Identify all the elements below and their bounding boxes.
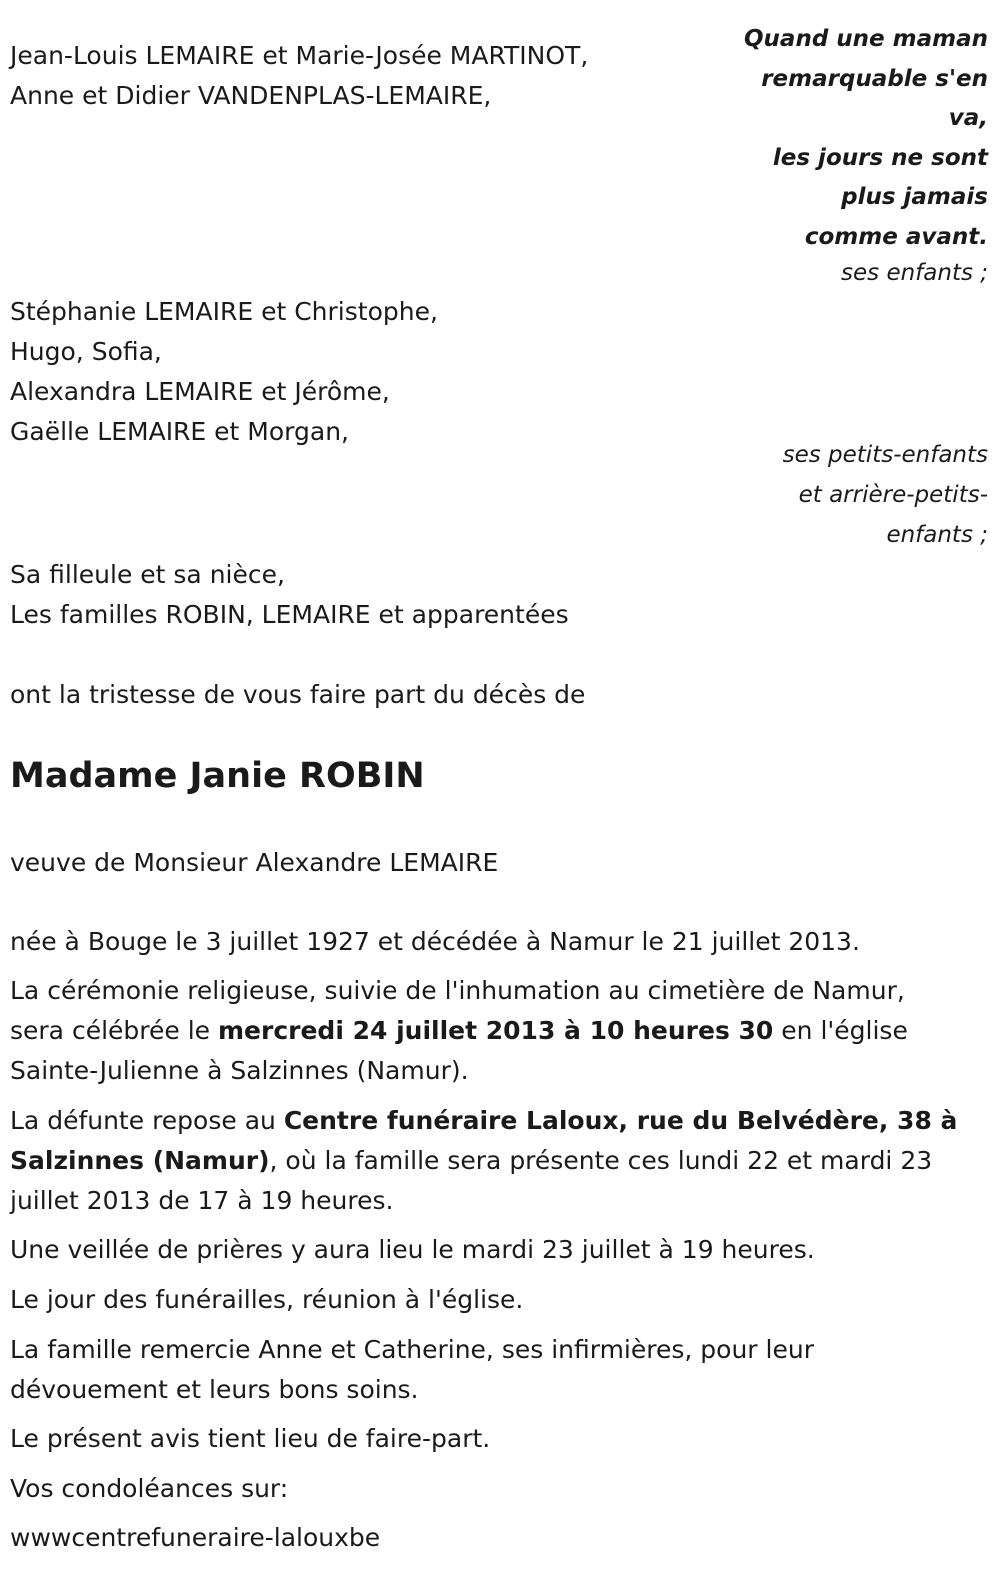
grandchildren-line-4: Gaëlle LEMAIRE et Morgan, (10, 417, 349, 446)
repose-line-3: juillet 2013 de 17 à 19 heures. (10, 1186, 394, 1215)
widow-of: veuve de Monsieur Alexandre LEMAIRE (10, 848, 499, 877)
signature-grandchildren (783, 435, 988, 555)
deceased-name: Madame Janie ROBIN (10, 756, 425, 796)
signature-grandchildren-line-3: enfants ; (886, 522, 988, 548)
family-line-1: Jean-Louis LEMAIRE et Marie-Josée MARTINOT, (10, 41, 589, 70)
thanks-line-2: dévouement et leurs bons soins. (10, 1375, 419, 1404)
notice: Le présent avis tient lieu de faire-part. (10, 1424, 491, 1453)
condolences: Vos condoléances sur: (10, 1474, 289, 1503)
ceremony-text-a: sera célébrée le (10, 1016, 218, 1045)
grandchildren-line-2: Hugo, Sofia, (10, 337, 162, 366)
family-line-2: Anne et Didier VANDENPLAS-LEMAIRE, (10, 81, 492, 110)
vigil: Une veillée de prières y aura lieu le mardi 23 juillet à 19 heures. (10, 1235, 815, 1264)
quote-line-3: va, (948, 105, 988, 131)
quote-line-2: remarquable s'en (761, 65, 988, 92)
born-died: née à Bouge le 3 juillet 1927 et décédée à Namur le 21 juillet 2013. (10, 927, 860, 956)
repose-line-1 (10, 1101, 957, 1141)
signature-grandchildren-line-2: et arrière-petits- (798, 482, 988, 508)
quote-line-1: Quand une maman (744, 26, 988, 52)
thanks-line-1: La famille remercie Anne et Catherine, ses infirmières, pour leur (10, 1335, 814, 1364)
ceremony-line-1: La cérémonie religieuse, suivie de l'inhumation au cimetière de Namur, (10, 976, 905, 1005)
repose-place: Centre funéraire Laloux, rue du Belvédère, 38 à (283, 1106, 958, 1135)
repose-town: Salzinnes (Namur) (10, 1146, 270, 1175)
repose-text-b: , où la famille sera présente ces lundi 22 et mardi 23 (269, 1146, 933, 1175)
grandchildren-line-3: Alexandra LEMAIRE et Jérôme, (10, 377, 390, 406)
ceremony-line-3: Sainte-Julienne à Salzinnes (Namur). (10, 1056, 469, 1085)
quote-line-5: plus jamais (841, 184, 988, 210)
quote-line-4: les jours ne sont (772, 144, 988, 171)
ceremony-line-2 (10, 1011, 908, 1051)
ceremony-text-b: en l'église (773, 1016, 908, 1045)
signature-children: ses enfants ; (841, 260, 988, 286)
repose-text-a: La défunte repose au (10, 1106, 284, 1135)
quote (744, 20, 988, 257)
ceremony-date: mercredi 24 juillet 2013 à 10 heures 30 (217, 1016, 774, 1045)
grandchildren-line-1: Stéphanie LEMAIRE et Christophe, (10, 297, 438, 326)
others-line-1: Sa filleule et sa nièce, (10, 560, 285, 589)
signature-grandchildren-line-1: ses petits-enfants (782, 442, 988, 468)
repose-line-2 (10, 1141, 932, 1181)
announcement: ont la tristesse de vous faire part du décès de (10, 680, 586, 709)
others-line-2: Les familles ROBIN, LEMAIRE et apparentées (10, 600, 569, 629)
funeral-day: Le jour des funérailles, réunion à l'église. (10, 1285, 524, 1314)
website: wwwcentrefuneraire-lalouxbe (10, 1523, 381, 1552)
quote-line-6: comme avant. (804, 223, 988, 250)
